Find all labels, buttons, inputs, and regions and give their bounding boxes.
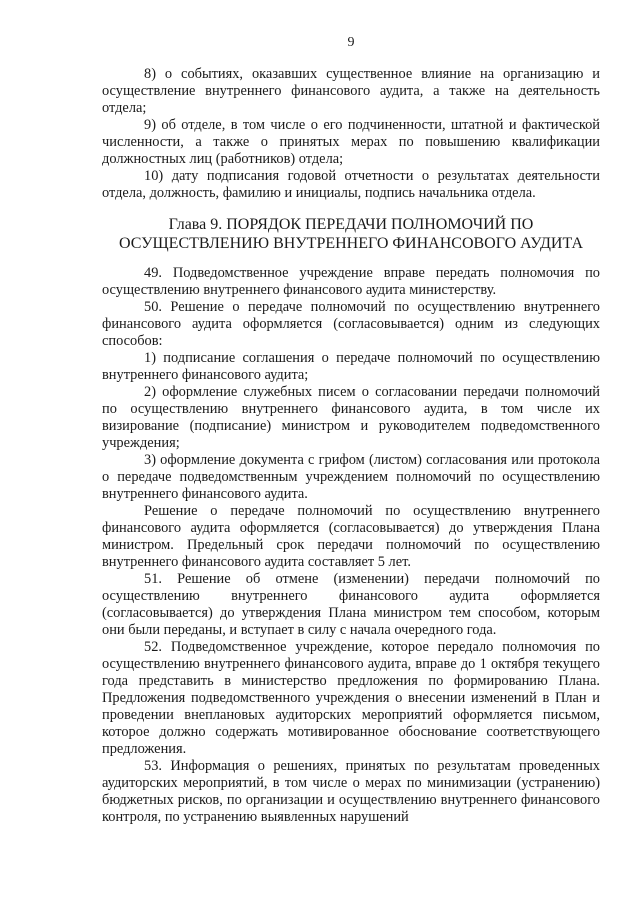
chapter-heading: [102, 215, 600, 253]
chapter-heading-line-1: Глава 9. ПОРЯДОК ПЕРЕДАЧИ ПОЛНОМОЧИЙ ПО: [168, 216, 534, 233]
paragraph-50-item-2: 2) оформление служебных писем о согласовании передачи полномочий по осуществлению внутреннего финансового аудита, в том числе их визирование (подписание) министром и руководителем подведомственного учреждения;: [102, 384, 600, 451]
paragraph-49: 49. Подведомственное учреждение вправе передать полномочия по осуществлению внутреннего финансового аудита министерству.: [102, 265, 600, 298]
paragraph-50-item-3: 3) оформление документа с грифом (листом) согласования или протокола о передаче подведомственным учреждением полномочий по осуществлению внутреннего финансового аудита.: [102, 452, 600, 502]
chapter-heading-line-2: ОСУЩЕСТВЛЕНИЮ ВНУТРЕННЕГО ФИНАНСОВОГО АУДИТА: [118, 235, 583, 252]
paragraph-53: 53. Информация о решениях, принятых по результатам проведенных аудиторских мероприятий, в том числе о мерах по минимизации (устранению) бюджетных рисков, по организации и осуществлению внутреннего финансового контроля, по устранению выявленных нарушений: [102, 758, 600, 825]
paragraph-50: 50. Решение о передаче полномочий по осуществлению внутреннего финансового аудита оформляется (согласовывается) одним из следующих способов:: [102, 299, 600, 349]
paragraph-52: 52. Подведомственное учреждение, которое передало полномочия по осуществлению внутреннего финансового аудита, вправе до 1 октября текущего года представить в министерство предложения по формированию Плана. Предложения подведомственного учреждения о внесении изменений в План и проведении внеплановых аудиторских мероприятий оформляется письмом, которое должно содержать мотивированное обоснование соответствующего предложения.: [102, 639, 600, 757]
paragraph-item-8: 8) о событиях, оказавших существенное влияние на организацию и осуществление внутреннего финансового аудита, а также на деятельность отдела;: [102, 66, 600, 116]
paragraph-51: 51. Решение об отмене (изменении) передачи полномочий по осуществлению внутреннего финансового аудита оформляется (согласовывается) до утверждения Плана министром тем способом, которым они были переданы, и вступает в силу с начала очередного года.: [102, 571, 600, 638]
paragraph-50-item-1: 1) подписание соглашения о передаче полномочий по осуществлению внутреннего финансового аудита;: [102, 350, 600, 383]
paragraph-item-10: 10) дату подписания годовой отчетности о результатах деятельности отдела, должность, фамилию и инициалы, подпись начальника отдела.: [102, 168, 600, 201]
page-number: 9: [347, 35, 355, 50]
paragraph-50-note: Решение о передаче полномочий по осуществлению внутреннего финансового аудита оформляется (согласовывается) до утверждения Плана министром. Предельный срок передачи полномочий по осуществлению внутреннего финансового аудита составляет 5 лет.: [102, 503, 600, 570]
paragraph-item-9: 9) об отделе, в том числе о его подчиненности, штатной и фактической численности, а также о принятых мерах по повышению квалификации должностных лиц (работников) отдела;: [102, 117, 600, 167]
